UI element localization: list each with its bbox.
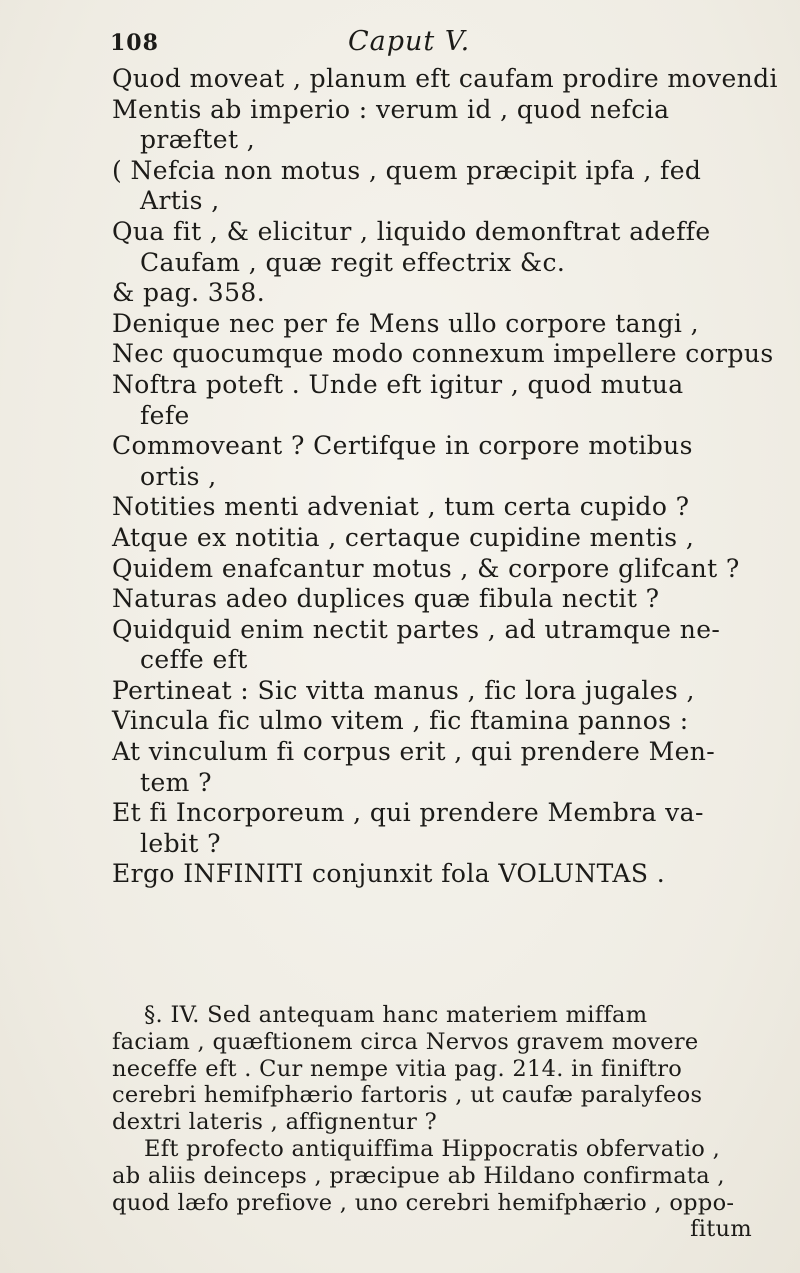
prose-line: ab aliis deinceps , præcipue ab Hildano confirmata , xyxy=(112,1162,725,1189)
verse-line: tem ? xyxy=(140,767,212,797)
verse-line: Artis , xyxy=(140,186,220,216)
verse-line: ortis , xyxy=(140,461,217,491)
verse-line: Notities menti adveniat , tum certa cupido ? xyxy=(112,492,690,522)
verse-line: Quod moveat , planum eft caufam prodire movendi xyxy=(112,64,778,93)
verse-line: Qua fit , & elicitur , liquido demonftrat adeffe xyxy=(112,216,711,246)
verse-line: Caufam , quæ regit effectrix &c. xyxy=(140,247,566,277)
prose-line: fitum xyxy=(690,1216,752,1243)
prose-line: §. IV. Sed antequam hanc materiem miffam xyxy=(144,1002,648,1028)
verse-line: ceffe eft xyxy=(140,645,248,675)
prose-line: neceffe eft . Cur nempe vitia pag. 214. in finiftro xyxy=(112,1055,683,1082)
verse-line: Commoveant ? Certifque in corpore motibus xyxy=(112,431,693,461)
verse-line: Pertineat : Sic vitta manus , fic lora jugales , xyxy=(112,675,695,705)
prose-line: quod læfo prefiove , uno cerebri hemifphærio , oppo- xyxy=(112,1189,735,1216)
verse-line: Quidquid enim nectit partes , ad utramque ne- xyxy=(112,614,721,644)
verse-line: Naturas adeo duplices quæ fibula nectit ? xyxy=(112,584,660,614)
verse-line: & pag. 358. xyxy=(112,278,266,308)
verse-line: Denique nec per fe Mens ullo corpore tangi , xyxy=(112,308,699,338)
page-header xyxy=(110,26,760,66)
verse-block xyxy=(112,64,792,890)
verse-line: præftet , xyxy=(140,125,256,155)
verse-line: Noftra poteft . Unde eft igitur , quod mutua xyxy=(112,369,684,399)
prose-block xyxy=(112,1002,792,1243)
verse-line: Nec quocumque modo connexum impellere corpus xyxy=(112,339,774,369)
verse-line: At vinculum fi corpus erit , qui prendere Men- xyxy=(112,737,716,767)
verse-line: Vincula fic ulmo vitem , fic ftamina pannos : xyxy=(112,706,689,736)
running-head: Caput V. xyxy=(348,26,471,57)
prose-line: cerebri hemifphærio fartoris , ut caufæ paralyfeos xyxy=(112,1082,703,1109)
verse-line: lebit ? xyxy=(140,828,221,858)
verse-line: Mentis ab imperio : verum id , quod nefcia xyxy=(112,94,670,124)
prose-line: Eft profecto antiquiffima Hippocratis obfervatio , xyxy=(144,1135,721,1162)
verse-line: Et fi Incorporeum , qui prendere Membra va- xyxy=(112,798,704,828)
prose-line: dextri lateris , affignentur ? xyxy=(112,1109,437,1136)
verse-line: Atque ex notitia , certaque cupidine mentis , xyxy=(112,522,695,552)
verse-line: fefe xyxy=(140,400,190,430)
verse-line: Ergo INFINITI conjunxit fola VOLUNTAS . xyxy=(112,859,666,889)
page-number: 108 xyxy=(110,30,159,56)
prose-line: faciam , quæftionem circa Nervos gravem movere xyxy=(112,1028,699,1055)
verse-line: ( Nefcia non motus , quem præcipit ipfa , fed xyxy=(112,155,702,185)
verse-line: Quidem enafcantur motus , & corpore glifcant ? xyxy=(112,553,740,583)
